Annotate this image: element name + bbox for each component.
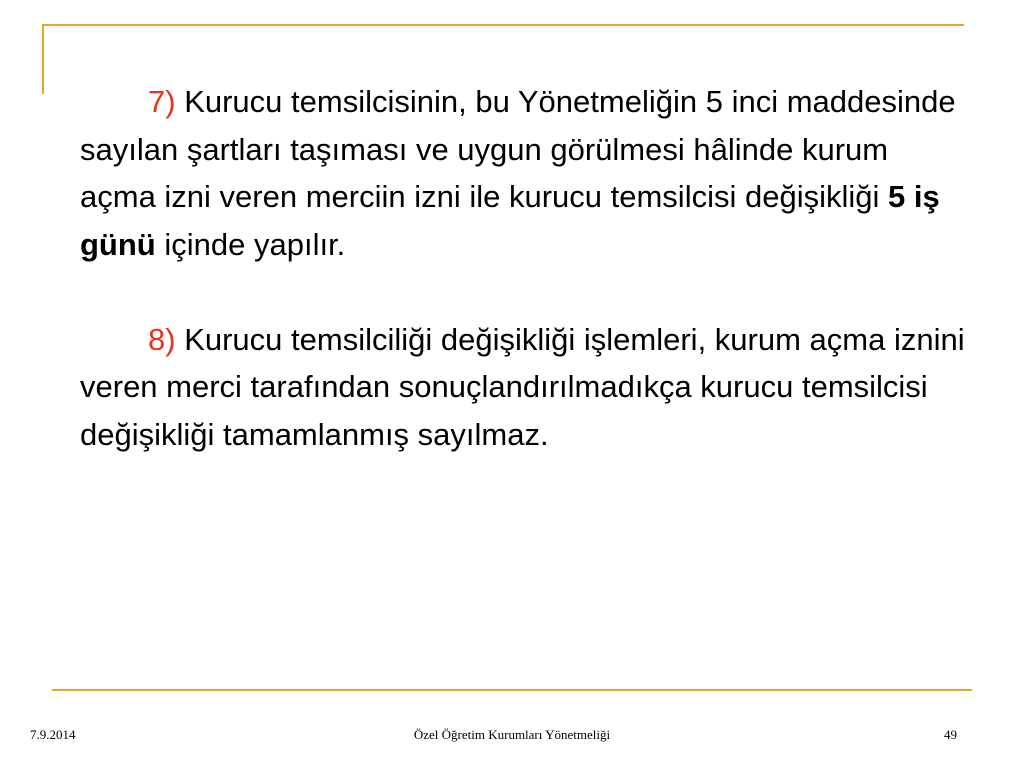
footer-title: Özel Öğretim Kurumları Yönetmeliği	[413, 727, 611, 742]
paragraph-7-number: 7)	[148, 84, 176, 119]
slide-frame-left-line	[42, 24, 44, 94]
slide-frame-top-line	[42, 24, 964, 26]
paragraph-7-text-start: Kurucu temsilcisinin, bu Yönetmeliğin 5 inci maddesinde sayılan şartları taşıması ve uygun görülmesi hâlinde kurum açma izni veren merciin izni ile kurucu temsilcisi değişikliği	[80, 84, 956, 214]
paragraph-8-text: Kurucu temsilciliği değişikliği işlemleri, kurum açma iznini veren merci tarafından sonuçlandırılmadıkça kurucu temsilcisi değişikliği tamamlanmış sayılmaz.	[80, 321, 965, 452]
slide-footer-line	[52, 689, 972, 691]
paragraph-7-text-end: içinde yapılır.	[155, 226, 346, 262]
paragraph-8-number: 8)	[148, 321, 176, 357]
footer-page-number: 49	[944, 727, 957, 742]
paragraph-8	[80, 316, 970, 459]
paragraph-7	[80, 78, 970, 268]
paragraph-7-deadline: 5 iş günü	[80, 179, 940, 262]
slide-body	[80, 78, 970, 458]
footer-date: 7.9.2014	[30, 727, 76, 742]
